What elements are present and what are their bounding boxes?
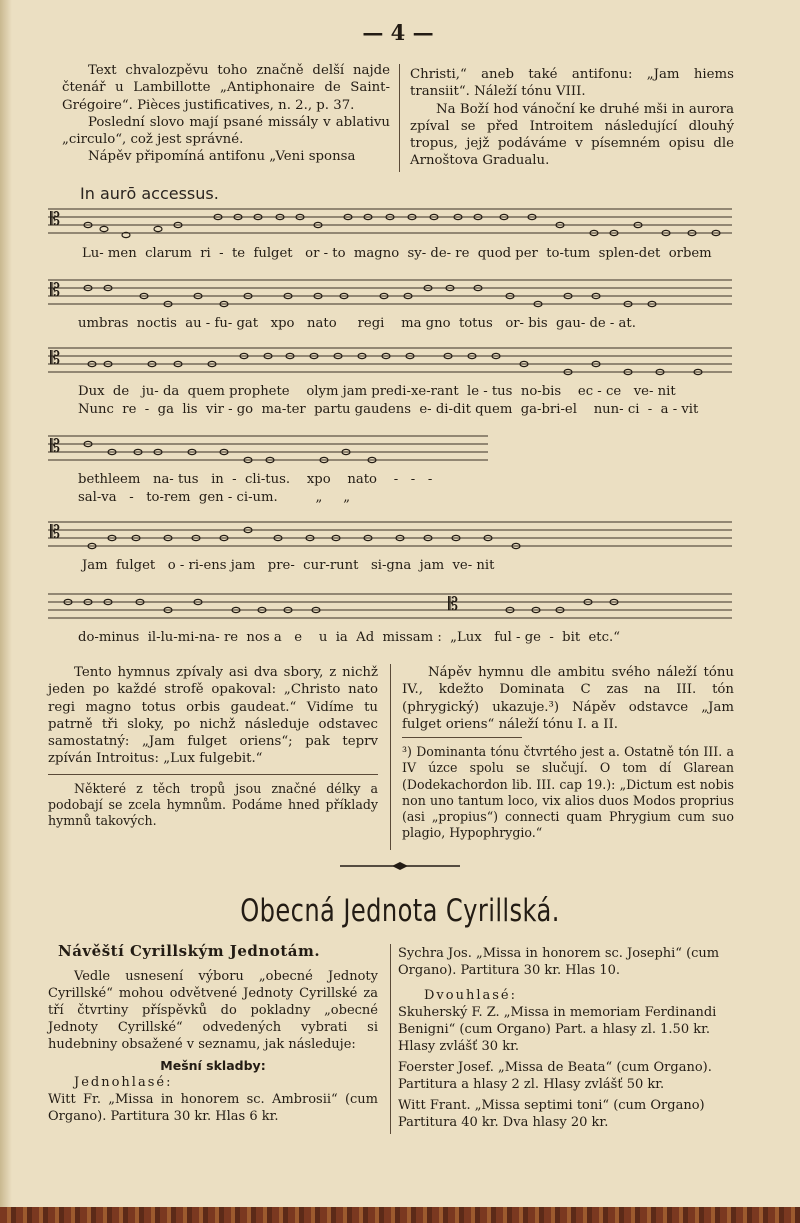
- svg-text:𝄡: 𝄡: [50, 348, 61, 369]
- notice-heading: Návěští Cyrillským Jednotám.: [58, 942, 321, 960]
- staff-lines: [48, 432, 488, 468]
- svg-text:𝄡: 𝄡: [448, 594, 459, 615]
- staff-lines: [48, 590, 732, 626]
- page-binding-edge: [0, 1207, 800, 1223]
- column-divider: [390, 944, 391, 1134]
- lyrics-line: Dux de ju- da quem prophete olym jam predi-xe-rant le - tus no-bis ec - ce ve- nit: [78, 384, 676, 399]
- column-divider: [399, 64, 400, 172]
- mid-right-column: [402, 664, 734, 841]
- catalog-entry: Witt Fr. „Missa in honorem sc. Ambrosii“ (cum Organo). Partitura 30 kr. Hlas 6 kr.: [48, 1092, 378, 1124]
- music-staff: [48, 344, 732, 372]
- lyrics-line: Jam fulget o - ri-ens jam pre- cur-runt si-gna jam ve- nit: [82, 558, 495, 573]
- handwritten-caption: In aurō accessus.: [80, 184, 219, 203]
- catalog-entry: Foerster Josef. „Missa de Beata“ (cum Organo). Partitura a hlasy 2 zl. Hlasy zvlášť 50 kr.: [398, 1060, 712, 1092]
- paragraph: Na Boží hod vánoční ke druhé mši in aurora zpíval se před Introitem následující dlouhý tropus, jejž podáváme v písemném opisu dle Arnoštova Gradualu.: [410, 101, 734, 169]
- catalog-entry: Skuherský F. Z. „Missa in memoriam Ferdinandi Benigni“ (cum Organo) Part. a hlasy zl. 1.50 kr. Hlasy zvlášť 30 kr.: [398, 1005, 717, 1054]
- catalog-entry: Witt Frant. „Missa septimi toni“ (cum Organo) Partitura 40 kr. Dva hlasy 20 kr.: [398, 1098, 705, 1130]
- music-staff: [48, 205, 732, 233]
- paragraph: Nápěv připomíná antifonu „Veni sponsa: [88, 149, 356, 165]
- paragraph: Poslední slovo mají psané missály v ablativu „circulo“, což jest správné.: [62, 114, 390, 148]
- staff-lines: [48, 205, 732, 241]
- music-staff: [48, 518, 732, 546]
- lyrics-line: bethleem na- tus in - cli-tus. xpo nato - - -: [78, 472, 433, 487]
- mass-heading: Mešní skladby:: [160, 1058, 266, 1073]
- svg-text:𝄡: 𝄡: [50, 522, 61, 543]
- svg-text:𝄡: 𝄡: [50, 280, 61, 301]
- paragraph: Tento hymnus zpívaly asi dva sbory, z nichž jeden po každé strofě opakoval: „Christo nato regi magno totus orbis gaudeat.“ Vidíme tu patrně tři sloky, po nichž následuje odstavec samostatný: „Jam fulget oriens“; pak teprv zpíván Introitus: „Lux fulgebit.“: [48, 665, 378, 767]
- staff-lines: [48, 518, 732, 554]
- footnote: ³) Dominanta tónu čtvrtého jest a. Ostatně tón III. a IV úzce spolu se slučují. O tom dí Glarean (Dodekachordon lib. III. cap 19.): „Dictum est nobis non uno tantum loco, vix alios duos Modos proprius (asi „propius“) connecti quam Phrygium cum suo plagio, Hypophrygio.“: [402, 744, 734, 841]
- paragraph: Text chvalozpěvu toho značně delší najde čtenář u Lambillotte „Antiphonaire de Saint-Grégoire“. Pièces justificatives, n. 2., p. 37.: [62, 63, 390, 113]
- column-divider: [390, 664, 391, 850]
- music-staff: [48, 590, 732, 618]
- divider: [48, 774, 378, 775]
- staff-lines: [48, 344, 732, 380]
- duet-label: Dvouhlasé:: [424, 988, 517, 1003]
- top-right-column: [410, 66, 734, 170]
- page-edge: [0, 0, 12, 1223]
- lyrics-line: Nunc re - ga lis vir - go ma-ter partu gaudens e- di-dit quem ga-bri-el nun- ci - a - vit: [78, 402, 699, 417]
- ornament-divider: [340, 862, 460, 870]
- music-staff: [48, 432, 488, 460]
- lyrics-line: umbras noctis au - fu- gat xpo nato regi ma gno totus or- bis gau- de - at.: [78, 316, 636, 331]
- staff-lines: [48, 276, 732, 312]
- bottom-left-column: [48, 968, 378, 1125]
- paragraph: Nápěv hymnu dle ambitu svého náleží tónu IV., kdežto Dominata C zas na III. tón (phrygický) ukazuje.³) Nápěv odstavce „Jam fulget oriens“ náleží tónu I. a II.: [402, 665, 734, 732]
- top-left-column: [62, 62, 390, 166]
- divider: [402, 737, 522, 738]
- mid-left-column: [48, 664, 378, 829]
- unison-label: Jednohlasé:: [74, 1075, 173, 1090]
- catalog-entry: Sychra Jos. „Missa in honorem sc. Josephi“ (cum Organo). Partitura 30 kr. Hlas 10.: [398, 946, 720, 978]
- svg-text:𝄡: 𝄡: [50, 209, 61, 230]
- music-staff: [48, 276, 732, 304]
- paragraph: Vedle usnesení výboru „obecné Jednoty Cyrillské“ mohou odvětvené Jednoty Cyrillské za tří čtvrtiny příspěvků do pokladny „obecné Jednoty Cyrillské“ odvedených vybrati si hudebniny obsažené v seznamu, jak následuje:: [48, 969, 378, 1052]
- paragraph: Některé z těch tropů jsou značné délky a podobají se zcela hymnům. Podáme hned příklady hymnů takových.: [48, 780, 378, 829]
- lyrics-line: sal-va - to-rem gen - ci-um. „ „: [78, 490, 351, 505]
- paragraph: Christi,“ aneb také antifonu: „Jam hiems transiit“. Náleží tónu VIII.: [410, 67, 734, 100]
- section-title: Obecná Jednota Cyrillská.: [240, 893, 560, 929]
- lyrics-line: Lu- men clarum ri - te fulget or - to magno sy- de- re quod per to-tum splen-det orbem: [82, 246, 712, 261]
- svg-text:𝄡: 𝄡: [50, 436, 61, 457]
- lyrics-line: do-minus il-lu-mi-na- re nos a e u ia Ad missam : „Lux ful - ge - bit etc.“: [78, 630, 620, 645]
- page-number: — 4 —: [362, 20, 434, 45]
- bottom-right-column: [398, 945, 734, 1131]
